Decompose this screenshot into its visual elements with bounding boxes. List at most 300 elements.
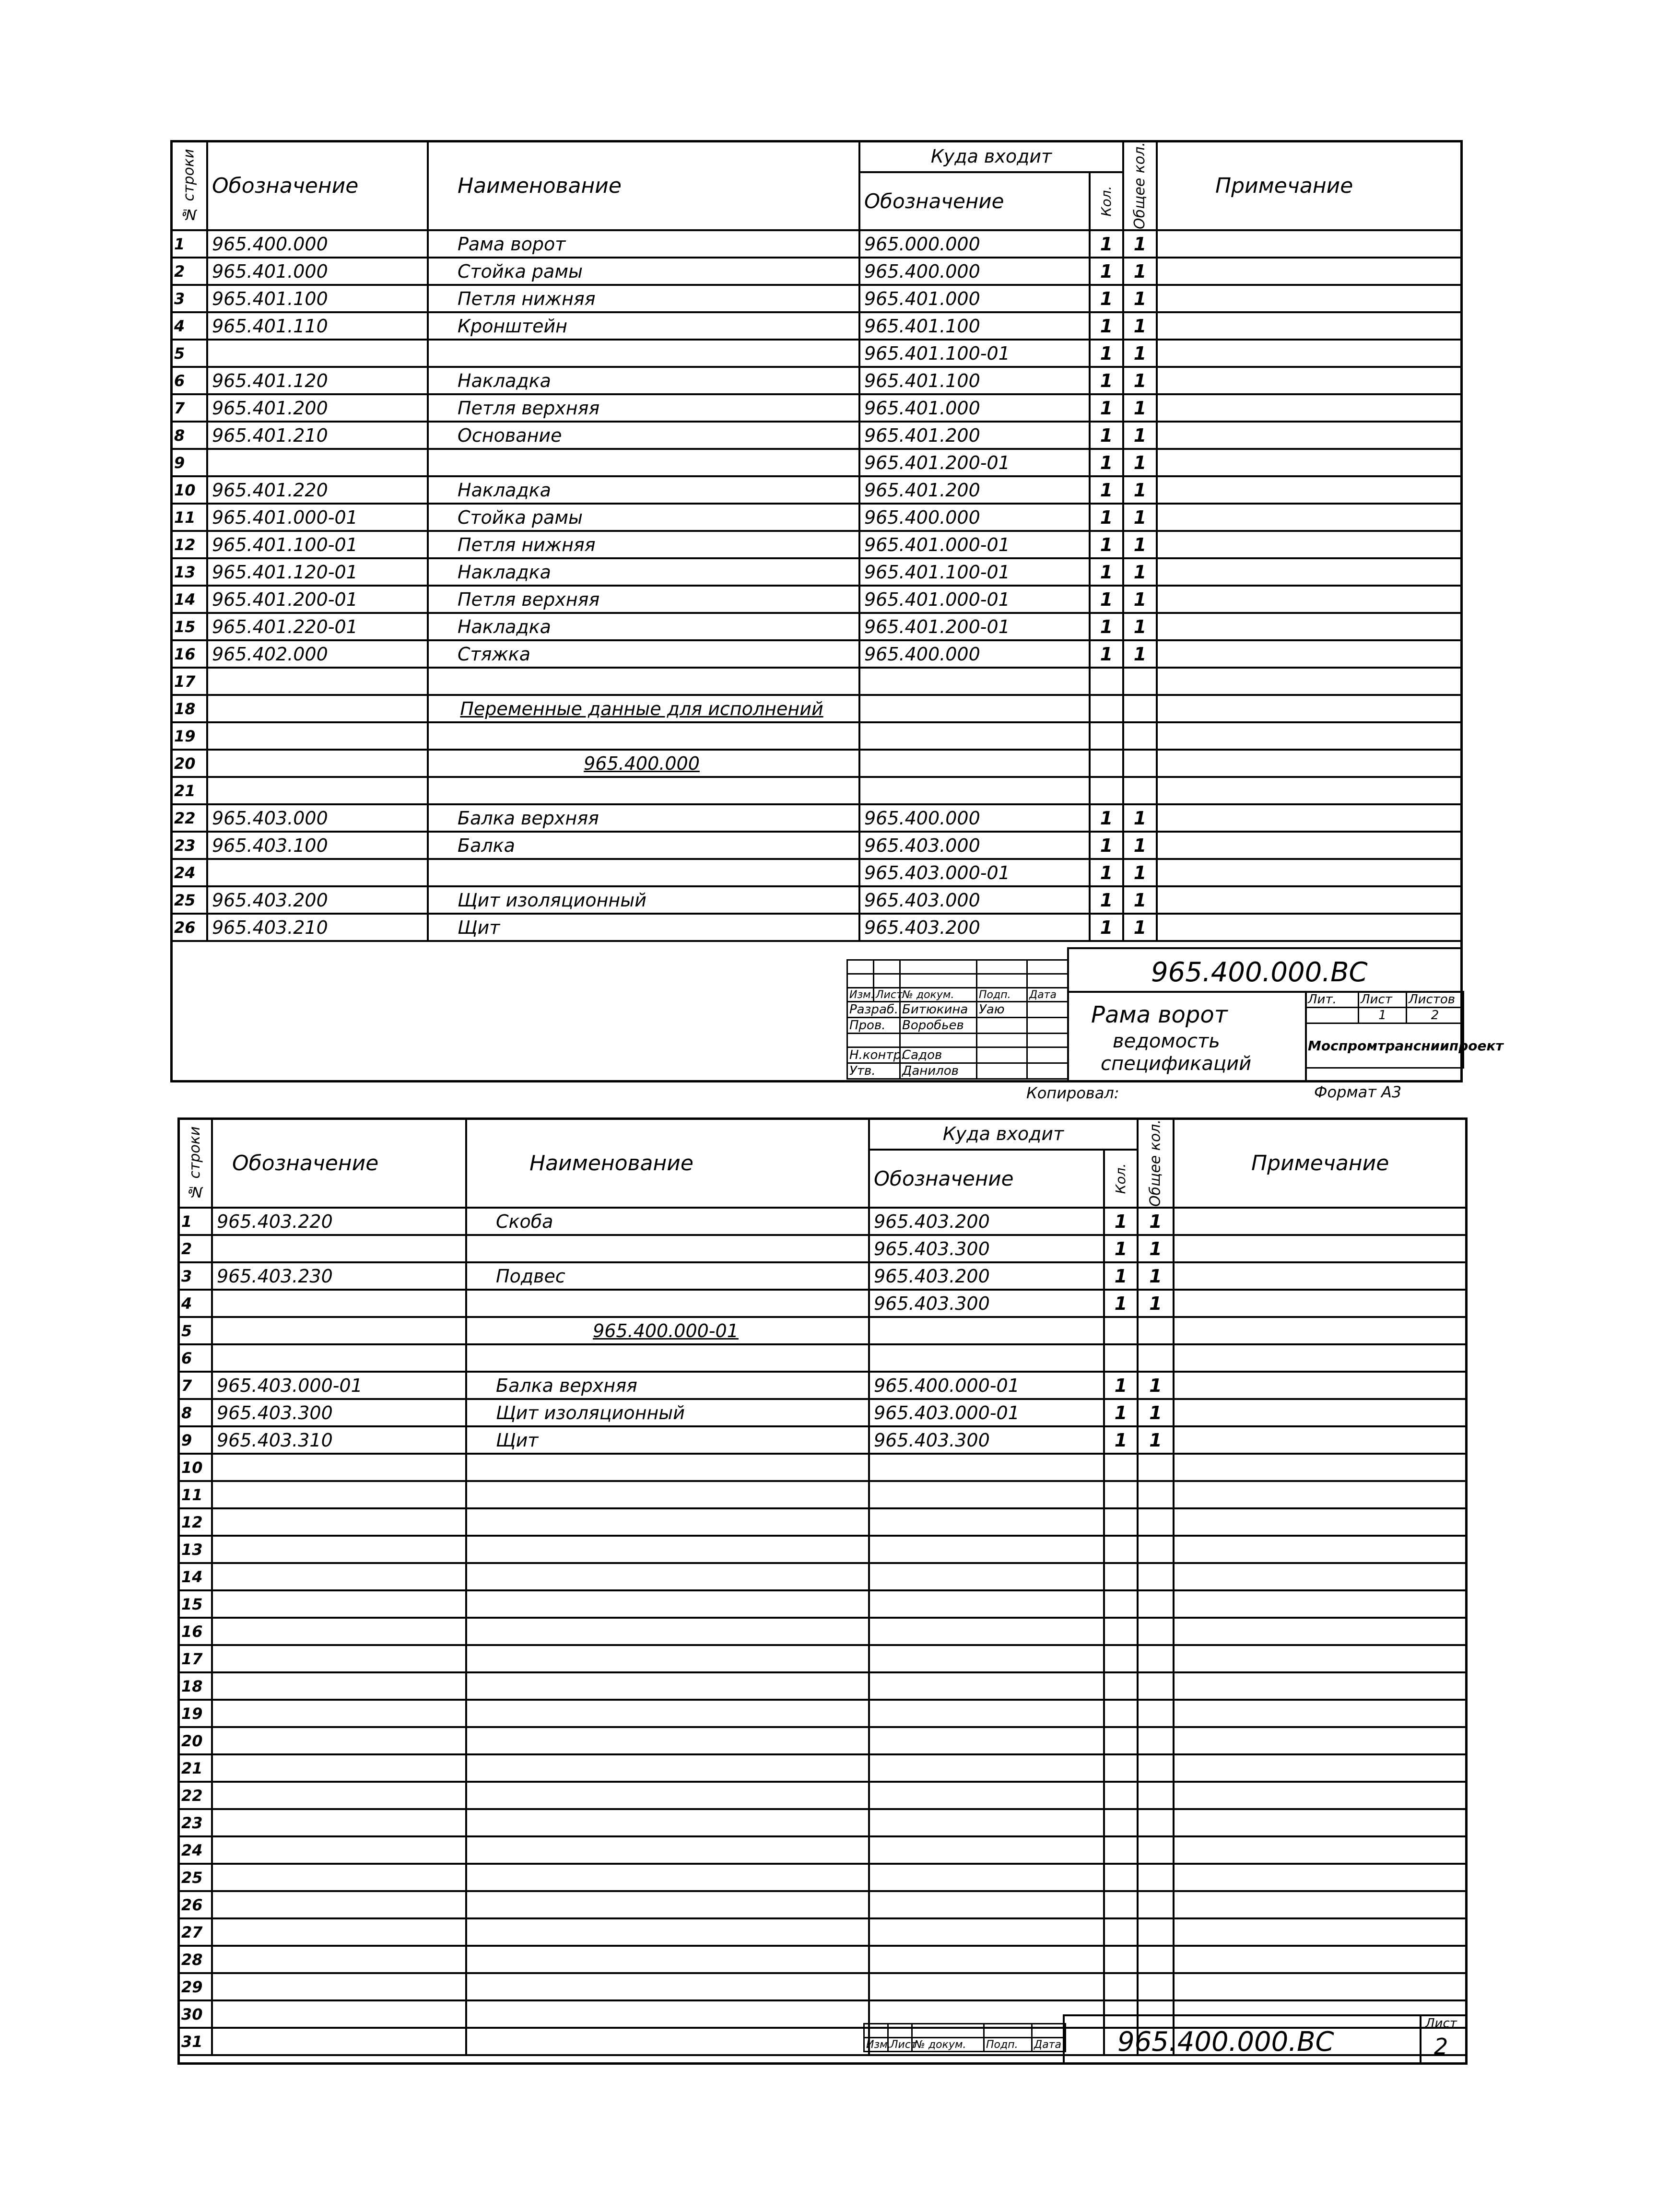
row-qty bbox=[1090, 777, 1123, 804]
row-total-qty: 1 bbox=[1123, 586, 1157, 613]
row-designation bbox=[207, 340, 428, 367]
row-where-used bbox=[869, 1836, 1104, 1864]
row-total-qty: 1 bbox=[1123, 558, 1157, 586]
row-qty bbox=[1104, 1809, 1138, 1836]
row-where-used: 965.401.100-01 bbox=[859, 558, 1090, 586]
row-note bbox=[1157, 613, 1462, 640]
row-qty bbox=[1104, 1508, 1138, 1536]
table-row bbox=[178, 1536, 1467, 1563]
row-name bbox=[466, 1727, 869, 1754]
row-total-qty: 1 bbox=[1123, 859, 1157, 886]
row-designation bbox=[212, 1727, 466, 1754]
row-where-used bbox=[869, 1317, 1104, 1344]
row-note bbox=[1174, 1454, 1467, 1481]
table-row bbox=[178, 1372, 1467, 1399]
row-note bbox=[1174, 1782, 1467, 1809]
row-number: 19 bbox=[171, 722, 207, 750]
row-where-used bbox=[869, 1618, 1104, 1645]
row-number: 26 bbox=[178, 1891, 212, 1918]
row-total-qty bbox=[1138, 1782, 1174, 1809]
stamp-column-label: № докум. bbox=[912, 2038, 984, 2052]
row-name bbox=[466, 1645, 869, 1672]
row-qty: 1 bbox=[1090, 285, 1123, 312]
row-note bbox=[1174, 1590, 1467, 1618]
row-qty bbox=[1104, 1727, 1138, 1754]
row-designation: 965.403.210 bbox=[207, 914, 428, 941]
row-note bbox=[1157, 668, 1462, 695]
row-where-used: 965.000.000 bbox=[859, 230, 1090, 258]
row-name: 965.400.000-01 bbox=[466, 1317, 869, 1344]
row-note bbox=[1174, 1508, 1467, 1536]
row-designation bbox=[212, 1809, 466, 1836]
stamp-column-label: Изм. bbox=[864, 2038, 888, 2052]
organization: Моспромтрансниипроект bbox=[1306, 1023, 1464, 1068]
row-total-qty bbox=[1138, 1672, 1174, 1700]
row-total-qty: 1 bbox=[1123, 285, 1157, 312]
sheet-label: Лист bbox=[1359, 992, 1407, 1008]
row-total-qty bbox=[1138, 1809, 1174, 1836]
row-name: Основание bbox=[428, 422, 859, 449]
row-where-used: 965.401.200-01 bbox=[859, 613, 1090, 640]
row-number: 6 bbox=[178, 1344, 212, 1372]
row-number: 12 bbox=[171, 531, 207, 558]
signer-signature: Уаю bbox=[977, 1002, 1027, 1018]
table-row bbox=[178, 1700, 1467, 1727]
row-where-used bbox=[869, 1946, 1104, 1973]
row-where-used bbox=[869, 1864, 1104, 1891]
row-designation bbox=[212, 1836, 466, 1864]
row-note bbox=[1157, 804, 1462, 832]
row-qty bbox=[1104, 1317, 1138, 1344]
row-designation bbox=[212, 1508, 466, 1536]
row-designation bbox=[212, 1918, 466, 1946]
table-row bbox=[178, 1454, 1467, 1481]
row-designation bbox=[212, 1590, 466, 1618]
table-row bbox=[178, 1864, 1467, 1891]
row-qty bbox=[1104, 1590, 1138, 1618]
row-name: Рама ворот bbox=[428, 230, 859, 258]
row-name bbox=[466, 1973, 869, 2000]
row-qty bbox=[1104, 1918, 1138, 1946]
row-designation bbox=[207, 668, 428, 695]
row-qty: 1 bbox=[1104, 1426, 1138, 1454]
row-total-qty: 1 bbox=[1123, 258, 1157, 285]
table-row bbox=[178, 1235, 1467, 1262]
table-row bbox=[171, 804, 1462, 832]
row-name: 965.400.000 bbox=[428, 750, 859, 777]
row-qty: 1 bbox=[1090, 640, 1123, 668]
row-name bbox=[466, 1481, 869, 1508]
row-total-qty: 1 bbox=[1138, 1235, 1174, 1262]
row-name: Кронштейн bbox=[428, 312, 859, 340]
row-number: 25 bbox=[171, 886, 207, 914]
row-qty: 1 bbox=[1104, 1372, 1138, 1399]
table-row bbox=[178, 1946, 1467, 1973]
row-where-used: 965.401.200 bbox=[859, 476, 1090, 504]
signer-date bbox=[1027, 1018, 1068, 1034]
table-row bbox=[178, 1262, 1467, 1290]
row-where-used: 965.401.000 bbox=[859, 394, 1090, 422]
row-designation: 965.401.200 bbox=[207, 394, 428, 422]
table-row bbox=[178, 1399, 1467, 1426]
row-designation bbox=[207, 750, 428, 777]
row-note bbox=[1157, 777, 1462, 804]
row-total-qty: 1 bbox=[1123, 394, 1157, 422]
table-row bbox=[178, 1618, 1467, 1645]
row-designation bbox=[212, 1454, 466, 1481]
sheet2-rows bbox=[178, 1208, 1467, 2055]
row-name: Щит bbox=[466, 1426, 869, 1454]
row-designation bbox=[212, 1317, 466, 1344]
row-qty bbox=[1104, 1946, 1138, 1973]
col-where-designation: Обозначение bbox=[869, 1150, 1104, 1208]
row-total-qty: 1 bbox=[1123, 449, 1157, 476]
table-row bbox=[178, 1727, 1467, 1754]
col-where-used: Куда входит bbox=[869, 1118, 1138, 1150]
row-designation: 965.401.100 bbox=[207, 285, 428, 312]
row-number: 12 bbox=[178, 1508, 212, 1536]
row-name: Накладка bbox=[428, 558, 859, 586]
row-number: 17 bbox=[178, 1645, 212, 1672]
row-name: Переменные данные для исполнений bbox=[428, 695, 859, 722]
table-row bbox=[178, 1426, 1467, 1454]
row-designation bbox=[207, 859, 428, 886]
lit-label: Лит. bbox=[1306, 992, 1359, 1008]
row-qty bbox=[1104, 1754, 1138, 1782]
row-where-used bbox=[869, 1645, 1104, 1672]
table-row bbox=[171, 859, 1462, 886]
table-row bbox=[171, 668, 1462, 695]
table-row bbox=[178, 1836, 1467, 1864]
row-qty bbox=[1104, 1782, 1138, 1809]
row-designation bbox=[212, 1536, 466, 1563]
row-qty: 1 bbox=[1090, 394, 1123, 422]
row-where-used: 965.403.000 bbox=[859, 832, 1090, 859]
row-total-qty: 1 bbox=[1123, 422, 1157, 449]
row-number: 4 bbox=[171, 312, 207, 340]
row-designation bbox=[212, 1645, 466, 1672]
stamp-column-label: Подп. bbox=[984, 2038, 1032, 2052]
row-total-qty bbox=[1138, 1891, 1174, 1918]
table-row bbox=[178, 1973, 1467, 2000]
sheet1-title-line3: спецификаций bbox=[1101, 1053, 1252, 1075]
table-row bbox=[171, 394, 1462, 422]
table-row bbox=[178, 1508, 1467, 1536]
row-where-used bbox=[869, 1891, 1104, 1918]
row-where-used bbox=[869, 1590, 1104, 1618]
col-qty: Кол. bbox=[1090, 172, 1123, 230]
table-row bbox=[171, 531, 1462, 558]
row-total-qty: 1 bbox=[1138, 1426, 1174, 1454]
row-where-used bbox=[869, 1700, 1104, 1727]
row-name bbox=[466, 1809, 869, 1836]
row-number: 19 bbox=[178, 1700, 212, 1727]
row-where-used bbox=[859, 695, 1090, 722]
row-note bbox=[1157, 531, 1462, 558]
row-note bbox=[1157, 695, 1462, 722]
row-name bbox=[428, 668, 859, 695]
row-number: 24 bbox=[178, 1836, 212, 1864]
row-qty: 1 bbox=[1090, 558, 1123, 586]
row-where-used bbox=[859, 777, 1090, 804]
row-designation bbox=[212, 2000, 466, 2028]
row-where-used: 965.403.300 bbox=[869, 1426, 1104, 1454]
row-designation: 965.401.220 bbox=[207, 476, 428, 504]
sheet2-doc-code: 965.400.000.ВС bbox=[1117, 2026, 1334, 2058]
row-note bbox=[1157, 832, 1462, 859]
signer-date bbox=[1027, 1047, 1068, 1063]
row-number: 10 bbox=[178, 1454, 212, 1481]
row-qty: 1 bbox=[1090, 804, 1123, 832]
row-note bbox=[1157, 722, 1462, 750]
row-name bbox=[466, 1918, 869, 1946]
row-designation: 965.403.000-01 bbox=[212, 1372, 466, 1399]
row-name bbox=[466, 1782, 869, 1809]
row-qty bbox=[1090, 722, 1123, 750]
row-name bbox=[466, 1454, 869, 1481]
row-designation: 965.403.220 bbox=[212, 1208, 466, 1235]
row-qty: 1 bbox=[1090, 258, 1123, 285]
row-number: 21 bbox=[171, 777, 207, 804]
row-designation: 965.401.120-01 bbox=[207, 558, 428, 586]
row-where-used bbox=[869, 1809, 1104, 1836]
stamp-column-label: № докум. bbox=[900, 988, 977, 1002]
row-total-qty: 1 bbox=[1123, 914, 1157, 941]
col-total-qty: Общее кол. bbox=[1138, 1118, 1174, 1208]
row-where-used: 965.403.200 bbox=[859, 914, 1090, 941]
row-designation bbox=[212, 1782, 466, 1809]
sheet-number: 1 bbox=[1359, 1008, 1407, 1023]
row-note bbox=[1157, 340, 1462, 367]
row-total-qty bbox=[1138, 1317, 1174, 1344]
row-where-used: 965.403.000 bbox=[859, 886, 1090, 914]
row-name bbox=[466, 1536, 869, 1563]
row-total-qty bbox=[1138, 1700, 1174, 1727]
signer-role: Пров. bbox=[847, 1018, 900, 1034]
row-note bbox=[1157, 859, 1462, 886]
table-row bbox=[178, 1590, 1467, 1618]
row-note bbox=[1174, 1208, 1467, 1235]
row-designation: 965.401.000 bbox=[207, 258, 428, 285]
row-where-used: 965.403.000-01 bbox=[859, 859, 1090, 886]
row-qty: 1 bbox=[1090, 340, 1123, 367]
row-name bbox=[428, 340, 859, 367]
row-where-used: 965.401.000-01 bbox=[859, 531, 1090, 558]
stamp-column-label: Изм. bbox=[847, 988, 874, 1002]
row-total-qty: 1 bbox=[1138, 1208, 1174, 1235]
row-designation bbox=[212, 1235, 466, 1262]
row-where-used bbox=[869, 1754, 1104, 1782]
signer-role: Утв. bbox=[847, 1063, 900, 1079]
row-number: 3 bbox=[171, 285, 207, 312]
table-row bbox=[171, 449, 1462, 476]
table-row bbox=[178, 1891, 1467, 1918]
row-total-qty: 1 bbox=[1123, 531, 1157, 558]
row-number: 10 bbox=[171, 476, 207, 504]
row-qty: 1 bbox=[1090, 613, 1123, 640]
signer-name: Воробьев bbox=[900, 1018, 977, 1034]
row-number: 1 bbox=[178, 1208, 212, 1235]
row-number: 21 bbox=[178, 1754, 212, 1782]
row-total-qty: 1 bbox=[1138, 1290, 1174, 1317]
row-number: 13 bbox=[171, 558, 207, 586]
row-qty bbox=[1104, 1645, 1138, 1672]
row-note bbox=[1157, 914, 1462, 941]
row-note bbox=[1157, 394, 1462, 422]
row-qty: 1 bbox=[1104, 1235, 1138, 1262]
row-designation bbox=[212, 1864, 466, 1891]
stamp-column-label: Дата bbox=[1032, 2038, 1066, 2052]
table-row bbox=[171, 230, 1462, 258]
row-name: Петля верхняя bbox=[428, 394, 859, 422]
row-name bbox=[466, 2000, 869, 2028]
row-note bbox=[1174, 1618, 1467, 1645]
sheet1-signature-block bbox=[846, 959, 1069, 1080]
row-note bbox=[1157, 258, 1462, 285]
row-name bbox=[466, 1290, 869, 1317]
row-name bbox=[428, 722, 859, 750]
row-total-qty bbox=[1138, 1973, 1174, 2000]
row-name: Накладка bbox=[428, 476, 859, 504]
row-note bbox=[1174, 1918, 1467, 1946]
row-number: 8 bbox=[178, 1399, 212, 1426]
row-number: 4 bbox=[178, 1290, 212, 1317]
row-where-used bbox=[869, 1973, 1104, 2000]
table-row bbox=[171, 613, 1462, 640]
col-designation: Обозначение bbox=[212, 1118, 466, 1208]
row-number: 5 bbox=[171, 340, 207, 367]
row-designation: 965.401.200-01 bbox=[207, 586, 428, 613]
row-total-qty: 1 bbox=[1123, 340, 1157, 367]
row-designation bbox=[207, 695, 428, 722]
row-qty bbox=[1104, 1672, 1138, 1700]
row-where-used: 965.401.100 bbox=[859, 312, 1090, 340]
row-name bbox=[466, 1754, 869, 1782]
row-number: 2 bbox=[178, 1235, 212, 1262]
row-name: Петля верхняя bbox=[428, 586, 859, 613]
table-row bbox=[171, 722, 1462, 750]
row-designation: 965.403.000 bbox=[207, 804, 428, 832]
row-total-qty bbox=[1138, 1536, 1174, 1563]
row-total-qty: 1 bbox=[1123, 367, 1157, 394]
sheet1-title-line1: Рама ворот bbox=[1091, 1001, 1228, 1028]
row-note bbox=[1174, 1727, 1467, 1754]
row-total-qty: 1 bbox=[1138, 1262, 1174, 1290]
table-row bbox=[178, 1481, 1467, 1508]
row-total-qty bbox=[1123, 722, 1157, 750]
row-total-qty bbox=[1138, 1754, 1174, 1782]
row-note bbox=[1157, 558, 1462, 586]
sheet1-doc-code: 965.400.000.ВС bbox=[1151, 957, 1368, 988]
row-number: 30 bbox=[178, 2000, 212, 2028]
table-row bbox=[171, 695, 1462, 722]
row-designation bbox=[207, 722, 428, 750]
row-note bbox=[1174, 1344, 1467, 1372]
row-designation: 965.401.120 bbox=[207, 367, 428, 394]
row-where-used bbox=[869, 1454, 1104, 1481]
table-row bbox=[171, 312, 1462, 340]
table-row bbox=[178, 1208, 1467, 1235]
row-qty bbox=[1090, 668, 1123, 695]
row-total-qty: 1 bbox=[1123, 640, 1157, 668]
row-qty: 1 bbox=[1104, 1262, 1138, 1290]
row-note bbox=[1157, 230, 1462, 258]
table-row bbox=[171, 750, 1462, 777]
sheet2-sheet-label: Лист bbox=[1425, 2016, 1457, 2031]
table-row bbox=[171, 367, 1462, 394]
row-number: 11 bbox=[178, 1481, 212, 1508]
row-name bbox=[466, 1700, 869, 1727]
row-number: 28 bbox=[178, 1946, 212, 1973]
row-qty bbox=[1104, 1864, 1138, 1891]
row-qty bbox=[1104, 1973, 1138, 2000]
row-number: 29 bbox=[178, 1973, 212, 2000]
row-qty: 1 bbox=[1090, 531, 1123, 558]
row-name bbox=[466, 1508, 869, 1536]
sheet1-title-line2: ведомость bbox=[1113, 1030, 1220, 1052]
row-name bbox=[466, 2028, 869, 2055]
sheet2-revision-block bbox=[863, 2023, 1066, 2052]
row-designation bbox=[212, 1563, 466, 1590]
row-note bbox=[1174, 1317, 1467, 1344]
row-number: 31 bbox=[178, 2028, 212, 2055]
row-qty: 1 bbox=[1090, 367, 1123, 394]
row-qty bbox=[1090, 695, 1123, 722]
signer-name: Садов bbox=[900, 1047, 977, 1063]
row-total-qty: 1 bbox=[1123, 504, 1157, 531]
row-where-used: 965.401.100 bbox=[859, 367, 1090, 394]
row-note bbox=[1174, 1645, 1467, 1672]
row-where-used: 965.403.300 bbox=[869, 1290, 1104, 1317]
row-where-used: 965.401.200-01 bbox=[859, 449, 1090, 476]
row-number: 14 bbox=[171, 586, 207, 613]
row-name bbox=[466, 1836, 869, 1864]
row-where-used: 965.400.000-01 bbox=[869, 1372, 1104, 1399]
row-name bbox=[466, 1235, 869, 1262]
row-total-qty bbox=[1123, 695, 1157, 722]
row-qty: 1 bbox=[1090, 312, 1123, 340]
row-qty bbox=[1104, 1563, 1138, 1590]
row-qty: 1 bbox=[1104, 1208, 1138, 1235]
row-qty bbox=[1104, 1700, 1138, 1727]
table-row bbox=[178, 1754, 1467, 1782]
row-name: Щит bbox=[428, 914, 859, 941]
row-note bbox=[1174, 1290, 1467, 1317]
row-name: Стойка рамы bbox=[428, 258, 859, 285]
col-note: Примечание bbox=[1157, 141, 1462, 230]
signer-role: Разраб. bbox=[847, 1002, 900, 1018]
table-row bbox=[171, 558, 1462, 586]
row-name bbox=[466, 1344, 869, 1372]
row-designation bbox=[212, 1891, 466, 1918]
row-designation: 965.401.110 bbox=[207, 312, 428, 340]
row-designation: 965.401.210 bbox=[207, 422, 428, 449]
row-number: 16 bbox=[171, 640, 207, 668]
row-number: 20 bbox=[171, 750, 207, 777]
row-designation bbox=[212, 1946, 466, 1973]
col-designation: Обозначение bbox=[207, 141, 428, 230]
row-number: 23 bbox=[171, 832, 207, 859]
table-row bbox=[171, 914, 1462, 941]
stamp-column-label: Лист bbox=[874, 988, 900, 1002]
row-where-used bbox=[869, 1344, 1104, 1372]
row-where-used bbox=[869, 1782, 1104, 1809]
row-designation: 965.403.300 bbox=[212, 1399, 466, 1426]
row-name bbox=[466, 1891, 869, 1918]
row-total-qty: 1 bbox=[1138, 1399, 1174, 1426]
row-where-used: 965.401.200 bbox=[859, 422, 1090, 449]
row-total-qty bbox=[1138, 1481, 1174, 1508]
